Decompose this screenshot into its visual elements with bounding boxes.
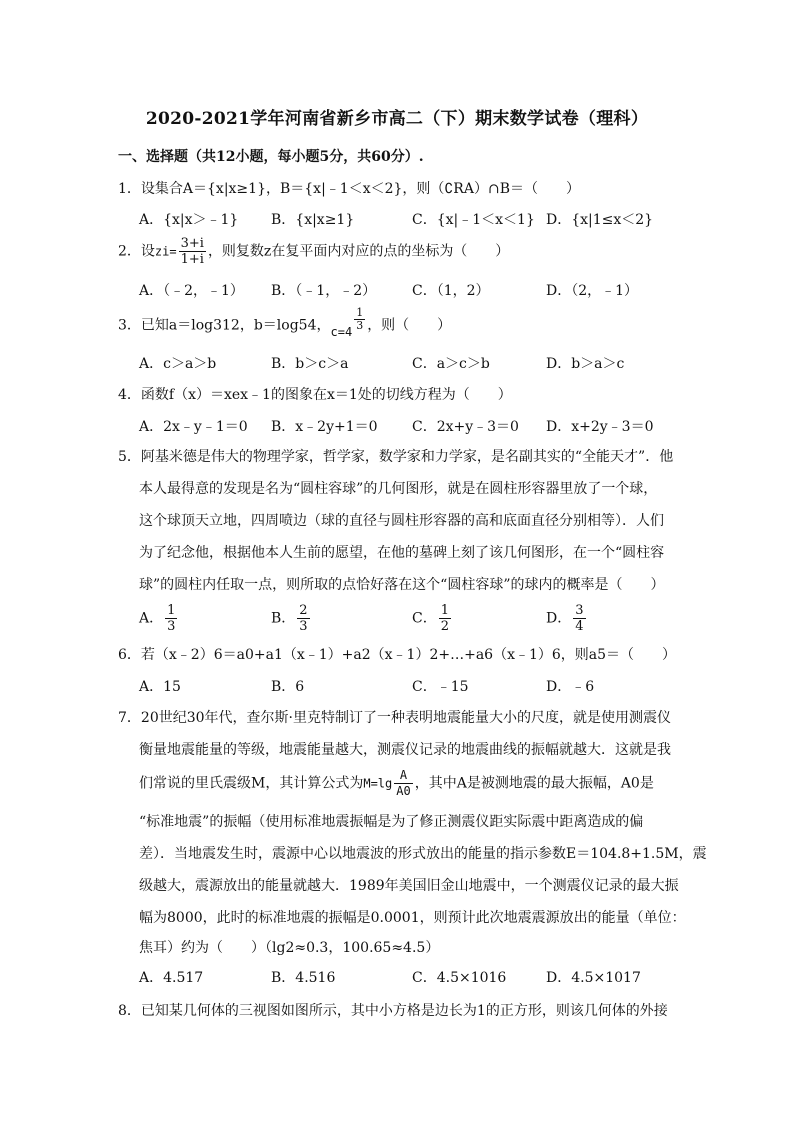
fraction: $\frac{3+i}{1+i}$ <box>180 236 204 267</box>
option-b: B． $\frac{2}{3}$ <box>271 603 308 634</box>
question-6-options <box>139 676 699 696</box>
option-b: B．{x|x≥1} <box>271 212 355 228</box>
option-a: A．15 <box>139 679 181 695</box>
option-b: B．x﹣2y+1＝0 <box>271 419 378 435</box>
option-a: A．（﹣2，﹣1） <box>139 283 244 299</box>
option-a: A．c＞a＞b <box>139 356 217 372</box>
question-7-line: 幅为8000，此时的标准地震的振幅是0.0001，则预计此次地震震源放出的能量（单位： <box>139 910 686 926</box>
question-7-line: 们常说的里氏震级M，其计算公式为M=lg $\frac{A}{A0}$ ，其中A是被测地震的最大振幅，A0是 <box>139 768 654 798</box>
option-d: D．b＞a＞c <box>546 356 625 372</box>
option-a: A． $\frac{1}{3}$ <box>139 603 176 634</box>
option-d: D．4.5×1017 <box>546 970 641 986</box>
option-c: C．4.5×1016 <box>412 970 507 986</box>
option-c: C．a＞c＞b <box>412 356 490 372</box>
question-3-options <box>139 353 699 373</box>
option-c: C．﹣15 <box>412 679 469 695</box>
question-7-line: 差）．当地震发生时，震源中心以地震波的形式放出的能量的指示参数E＝104.8+1.5M，震 <box>139 846 707 862</box>
option-c: C． $\frac{1}{2}$ <box>412 603 449 634</box>
option-d: D． $\frac{3}{4}$ <box>546 603 584 634</box>
question-2-options <box>139 280 699 300</box>
page-title: 2020-2021学年河南省新乡市高二（下）期末数学试卷（理科） <box>145 109 649 129</box>
question-5-stem <box>118 441 680 601</box>
question-1-options <box>139 209 699 229</box>
question-4-options <box>139 416 699 436</box>
question-7-line: 焦耳）约为（ ）（lg2≈0.3，100.65≈4.5） <box>139 940 440 956</box>
fraction: $\frac{A}{A0}$ <box>396 768 411 798</box>
stem-line: 这个球顶天立地，四周喷边（球的直径与圆柱形容器的高和底面直径分别相等）．人们 <box>139 513 664 529</box>
stem-line: 为了纪念他，根据他本人生前的愿望，在他的墓碑上刻了该几何图形，在一个“圆柱容 <box>139 545 665 561</box>
option-d: D．{x|1≤x＜2} <box>546 212 654 228</box>
question-6-stem: 6．若（x﹣2）6＝a0+a1（x﹣1）+a2（x﹣1）2+…+a6（x﹣1）6，则a5＝（ ） <box>118 647 677 663</box>
option-b: B．b＞c＞a <box>271 356 349 372</box>
formula-c: c=4 <box>330 324 353 339</box>
option-b: B．6 <box>271 679 305 695</box>
option-d: D．x+2y﹣3＝0 <box>546 419 654 435</box>
option-d: D．（2，﹣1） <box>546 283 639 299</box>
exponent-fraction: $\frac{1}{3}$ <box>356 306 364 332</box>
section-heading: 一、选择题（共12小题，每小题5分，共60分）. <box>118 149 424 165</box>
question-7-line: “标准地震”的振幅（使用标准地震振幅是为了修正测震仪距实际震中距离造成的偏 <box>139 814 644 830</box>
question-5-options <box>139 603 699 637</box>
formula-magnitude: M=lg <box>363 776 393 791</box>
question-7-line: 级越大，震源放出的能量就越大．1989年美国旧金山地震中，一个测震仪记录的最大振 <box>139 878 679 894</box>
question-2-stem: 2．设zi= $\frac{3+i}{1+i}$ ，则复数z在复平面内对应的点的坐标为（ ） <box>118 236 510 267</box>
option-d: D．﹣6 <box>546 679 595 695</box>
option-c: C．（1，2） <box>412 283 490 299</box>
stem-line: 本人最得意的发现是名为“圆柱容球”的几何图形，就是在圆柱形容器里放了一个球， <box>139 481 658 497</box>
question-7-line: 7．20世纪30年代，查尔斯·里克特制订了一种表明地震能量大小的尺度，就是使用测震仪 <box>118 710 671 726</box>
option-b: B．（﹣1，﹣2） <box>271 283 377 299</box>
question-4-stem: 4．函数f（x）＝xex﹣1的图象在x＝1处的切线方程为（ ） <box>118 387 512 403</box>
option-a: A．2x﹣y﹣1＝0 <box>139 419 248 435</box>
option-c: C．2x+y﹣3＝0 <box>412 419 519 435</box>
question-1-stem: 1．设集合A＝{x|x≥1}，B＝{x|﹣1＜x＜2}，则（∁RA）∩B＝（ ） <box>118 181 580 197</box>
option-b: B．4.516 <box>271 970 336 986</box>
stem-line: 球”的圆柱内任取一点，则所取的点恰好落在这个“圆柱容球”的球内的概率是（ ） <box>139 577 665 593</box>
question-7-options <box>139 967 699 987</box>
question-8-stem: 8．已知某几何体的三视图如图所示，其中小方格是边长为1的正方形，则该几何体的外接 <box>118 1003 668 1019</box>
question-3-stem: 3．已知a＝log312，b＝log54，c=4 $\frac{1}{3}$ ，则（ ） <box>118 306 452 339</box>
option-a: A．4.517 <box>139 970 204 986</box>
stem-line: 5．阿基米德是伟大的物理学家，哲学家，数学家和力学家，是名副其实的“全能天才”．他 <box>118 449 674 465</box>
option-c: C．{x|﹣1＜x＜1} <box>412 212 535 228</box>
formula-zi: zi= <box>154 244 177 259</box>
question-7-line: 衡量地震能量的等级，地震能量越大，测震仪记录的地震曲线的振幅就越大．这就是我 <box>139 742 671 758</box>
option-a: A．{x|x＞﹣1} <box>139 212 239 228</box>
